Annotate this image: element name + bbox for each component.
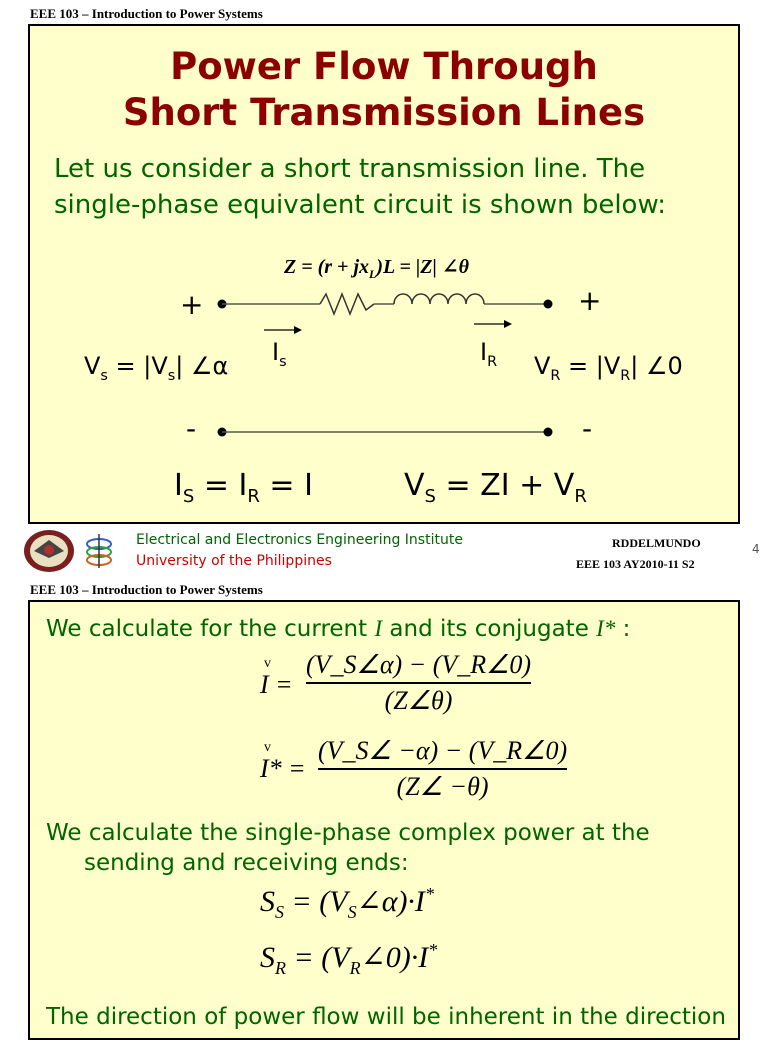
slide-title-line1: Power Flow Through [170, 45, 598, 88]
formula-conjugate-lhs: v I* = [260, 740, 306, 783]
slide-2 [28, 600, 740, 1040]
plus-left: + [180, 288, 204, 321]
course-header: EEE 103 – Introduction to Power Systems [30, 6, 263, 21]
impedance-label: $Z = (r + jx_L)L = |Z|$ ∠θ [284, 256, 470, 281]
slide-1 [28, 24, 740, 524]
vs-label: $V_s = |V_s|$ ∠α [84, 352, 229, 384]
current-equation: $I_S = I_R = I$ [174, 468, 313, 507]
slide-footer [0, 526, 768, 578]
minus-right: - [582, 412, 593, 445]
university-name: University of the Philippines [136, 553, 332, 569]
receiving-power-formula: $S_R$ = $(V_R\angle 0)\cdot I^*$ [260, 940, 438, 978]
course-header-2: EEE 103 – Introduction to Power Systems [30, 582, 263, 597]
formula-current-lhs: v I = [260, 656, 293, 699]
institute-name: Electrical and Electronics Engineering Institute [136, 532, 463, 548]
power-direction-text: The direction of power flow will be inherent in the direction [46, 1004, 726, 1030]
slide-title-line2: Short Transmission Lines [122, 91, 646, 134]
power-intro-line-2: sending and receiving ends: [84, 850, 409, 876]
formula-current-denominator: (Z∠θ) [384, 685, 453, 715]
intro-line-1: Let us consider a short transmission line. The [54, 154, 646, 184]
footer-course: EEE 103 AY2010-11 S2 [576, 557, 695, 571]
university-seal-icon [22, 528, 76, 574]
page-number: 4 [752, 542, 760, 556]
is-label: $I_s$ [272, 338, 287, 370]
current-intro-line: We calculate for the current I and its conjugate I* : [46, 616, 631, 642]
formula-current-fraction [306, 650, 531, 716]
footer-author: RDDELMUNDO [612, 536, 701, 550]
circuit-diagram [30, 26, 738, 522]
intro-line-2: single-phase equivalent circuit is shown below: [54, 190, 667, 220]
voltage-equation: $V_S$ = ZI + $V_R$ [404, 468, 587, 507]
ir-label: $I_R$ [480, 338, 498, 370]
formula-conjugate-fraction [318, 736, 567, 802]
vr-label: $V_R = |V_R|$ ∠0 [534, 352, 683, 384]
plus-right: + [578, 284, 602, 317]
formula-conjugate-numerator: (V_S∠ −α) − (V_R∠0) [318, 736, 568, 765]
minus-left: - [186, 412, 197, 445]
sending-power-formula: $S_S$ = $(V_S\angle\alpha)\cdot I^*$ [260, 884, 434, 922]
power-intro-line-1: We calculate the single-phase complex power at the [46, 820, 650, 846]
formula-conjugate-denominator: (Z∠ −θ) [396, 771, 489, 801]
institute-logo-icon [84, 530, 114, 570]
formula-current-numerator: (V_S∠α) − (V_R∠0) [306, 650, 532, 679]
